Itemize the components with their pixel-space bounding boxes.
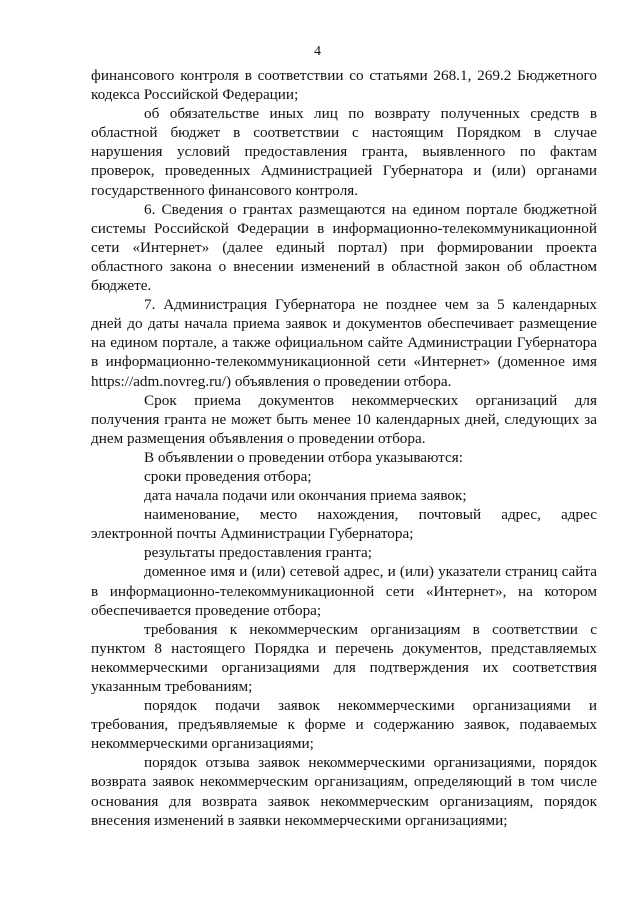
paragraph: Срок приема документов некоммерческих организаций для получения гранта не может быть менее 10 календарных дней, следующих за днем размещения объявления о проведении отбора.	[91, 391, 597, 447]
paragraph: наименование, место нахождения, почтовый адрес, адрес электронной почты Администрации Губернатора;	[91, 506, 597, 543]
paragraph: В объявлении о проведении отбора указываются:	[144, 448, 463, 466]
paragraph: порядок подачи заявок некоммерческими организациями и требования, предъявляемые к форме и содержанию заявок, подаваемых некоммерческими организациями;	[91, 697, 597, 753]
paragraph: результаты предоставления гранта;	[144, 544, 372, 562]
paragraph: порядок отзыва заявок некоммерческими организациями, порядок возврата заявок некоммерческим организациям, определяющий в том числе основания для возврата заявок некоммерческим организациям, порядок внесения изменений в заявки некоммерческими организациями;	[91, 754, 597, 829]
paragraph: сроки проведения отбора;	[144, 467, 312, 485]
paragraph: доменное имя и (или) сетевой адрес, и (или) указатели страниц сайта в информационно-телекоммуникационной сети «Интернет», на котором обеспечивается проведение отбора;	[91, 563, 597, 619]
paragraph: требования к некоммерческим организациям в соответствии с пунктом 8 настоящего Порядка и перечень документов, представляемых некоммерческими организациями для подтверждения их соответствия указанным требованиям;	[91, 620, 597, 695]
paragraph: 7. Администрация Губернатора не позднее чем за 5 календарных дней до даты начала приема заявок и документов обеспечивает размещение на едином портале, а также официальном сайте Администрации Губернатора в информационно-телекоммуникационной сети «Интернет» (доменное имя https://adm.novreg.ru/) объявления о проведении отбора.	[91, 296, 597, 390]
paragraph: дата начала подачи или окончания приема заявок;	[144, 487, 467, 505]
paragraph: финансового контроля в соответствии со статьями 268.1, 269.2 Бюджетного кодекса Российской Федерации;	[91, 67, 597, 104]
paragraph: 6. Сведения о грантах размещаются на едином портале бюджетной системы Российской Федерации в информационно-телекоммуникационной сети «Интернет» (далее единый портал) при формировании проекта областного закона о внесении изменений в областной закон об областном бюджете.	[91, 200, 597, 295]
paragraph: об обязательстве иных лиц по возврату полученных средств в областной бюджет в соответствии с настоящим Порядком в случае нарушения условий предоставления гранта, выявленного по фактам проверок, проведенных Администрацией Губернатора и (или) органами государственного финансового контроля.	[91, 105, 597, 199]
page-number: 4	[314, 44, 321, 59]
document-body	[91, 66, 597, 830]
